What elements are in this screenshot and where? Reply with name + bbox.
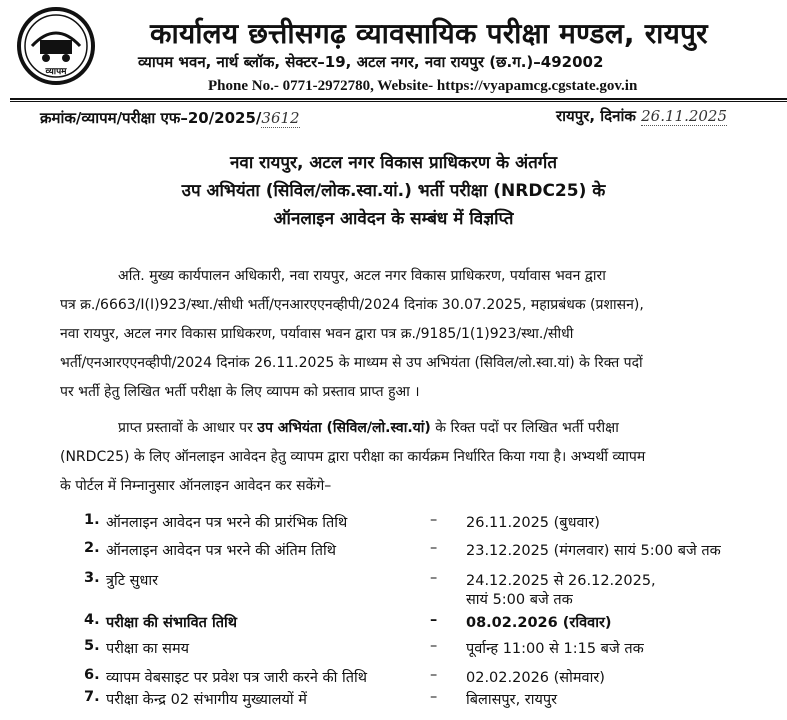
item-dash: – (430, 689, 438, 705)
item-label: ऑनलाइन आवेदन पत्र भरने की अंतिम तिथि (106, 543, 337, 559)
item-dash: – (430, 638, 438, 654)
item-dash: – (430, 540, 438, 556)
paragraph-1-line: पर भर्ती हेतु लिखित भर्ती परीक्षा के लिए व्यापम को प्रस्ताव प्राप्त हुआ । (60, 384, 420, 400)
item-dash: – (430, 570, 438, 586)
item-label: त्रुटि सुधार (106, 573, 159, 589)
logo-text: व्यापम (45, 67, 67, 77)
paragraph-2-line: के पोर्टल में निम्नानुसार ऑनलाइन आवेदन कर सकेंगे– (60, 478, 332, 494)
item-label: ऑनलाइन आवेदन पत्र भरने की प्रारंभिक तिथि (106, 515, 348, 531)
item-label: परीक्षा केन्द्र 02 संभागीय मुख्यालयों में (106, 692, 307, 708)
place-date-label: रायपुर, दिनांक (556, 107, 636, 125)
header-divider (10, 98, 787, 100)
reference-handwritten-number: 3612 (261, 109, 300, 127)
item-dash: – (430, 667, 438, 683)
paragraph-1 (60, 262, 760, 407)
paragraph-2-line (60, 414, 760, 443)
vyapam-logo (10, 6, 102, 88)
notice-title-line3: ऑनलाइन आवेदन के सम्बंध में विज्ञप्ति (273, 209, 514, 229)
paragraph-2-text: के रिक्त पदों पर लिखित भर्ती परीक्षा (435, 420, 619, 436)
handwritten-date: 26.11.2025 (641, 107, 728, 125)
paragraph-1-line: अति. मुख्य कार्यपालन अधिकारी, नवा रायपुर, अटल नगर विकास प्राधिकरण, पर्यावास भवन द्वारा (118, 268, 606, 284)
notice-title-line1: नवा रायपुर, अटल नगर विकास प्राधिकरण के अंतर्गत (229, 153, 558, 173)
paragraph-1-line: पत्र क्र./6663/I(I)923/स्था./सीधी भर्ती/एनआरएएनव्हीपी/2024 दिनांक 30.07.2025, महाप्रबंधक (प्रशासन), (60, 297, 644, 313)
item-value: 08.02.2026 (रविवार) (466, 615, 612, 631)
notice-title-line2: उप अभियंता (सिविल/लोक.स्वा.यां.) भर्ती परीक्षा (NRDC25) के (181, 181, 606, 201)
item-value: पूर्वान्ह 11:00 से 1:15 बजे तक (466, 641, 644, 657)
item-value: बिलासपुर, रायपुर (466, 692, 558, 708)
item-number: 4. (84, 612, 100, 628)
reference-prefix: क्रमांक/व्यापम/परीक्षा एफ–20/2025/ (40, 109, 262, 127)
office-title: कार्यालय छत्तीसगढ़ व्यावसायिक परीक्षा मण्डल, रायपुर (150, 17, 708, 50)
item-value: 24.12.2025 से 26.12.2025, (466, 573, 656, 589)
item-label: परीक्षा की संभावित तिथि (106, 615, 237, 631)
item-dash: – (430, 612, 438, 628)
item-label: व्यापम वेबसाइट पर प्रवेश पत्र जारी करने की तिथि (106, 670, 368, 686)
item-number: 7. (84, 689, 100, 705)
reference-number (40, 108, 300, 128)
item-number: 2. (84, 540, 100, 556)
office-contact: Phone No.- 0771-2972780, Website- https://vyapamcg.cgstate.gov.in (208, 78, 638, 94)
post-name: उप अभियंता (सिविल/लो.स्वा.यां) (257, 420, 431, 436)
item-number: 1. (84, 512, 100, 528)
place-date (556, 106, 727, 126)
header-divider-thin (10, 101, 787, 102)
item-number: 6. (84, 667, 100, 683)
item-number: 5. (84, 638, 100, 654)
item-value: 26.11.2025 (बुधवार) (466, 515, 600, 531)
item-value: 23.12.2025 (मंगलवार) सायं 5:00 बजे तक (466, 543, 721, 559)
item-number: 3. (84, 570, 100, 586)
paragraph-1-line: नवा रायपुर, अटल नगर विकास प्राधिकरण, पर्यावास भवन द्वारा पत्र क्र./9185/1(1)923/स्था./सीधी (60, 326, 574, 342)
office-address: व्यापम भवन, नार्थ ब्लॉक, सेक्टर–19, अटल नगर, नवा रायपुर (छ.ग.)–492002 (138, 53, 604, 71)
item-value: 02.02.2026 (सोमवार) (466, 670, 605, 686)
paragraph-2-text: प्राप्त प्रस्तावों के आधार पर (118, 420, 253, 436)
paragraph-2-line: (NRDC25) के लिए ऑनलाइन आवेदन हेतु व्यापम द्वारा परीक्षा का कार्यक्रम निर्धारित किया गया है। अभ्यर्थी व्यापम (60, 449, 646, 465)
paragraph-1-line: भर्ती/एनआरएएनव्हीपी/2024 दिनांक 26.11.2025 के माध्यम से उप अभियंता (सिविल/लो.स्वा.यां) के रिक्त पदों (60, 355, 643, 371)
item-dash: – (430, 512, 438, 528)
item-value-line2: सायं 5:00 बजे तक (466, 592, 573, 608)
paragraph-2 (60, 414, 760, 501)
item-label: परीक्षा का समय (106, 641, 190, 657)
